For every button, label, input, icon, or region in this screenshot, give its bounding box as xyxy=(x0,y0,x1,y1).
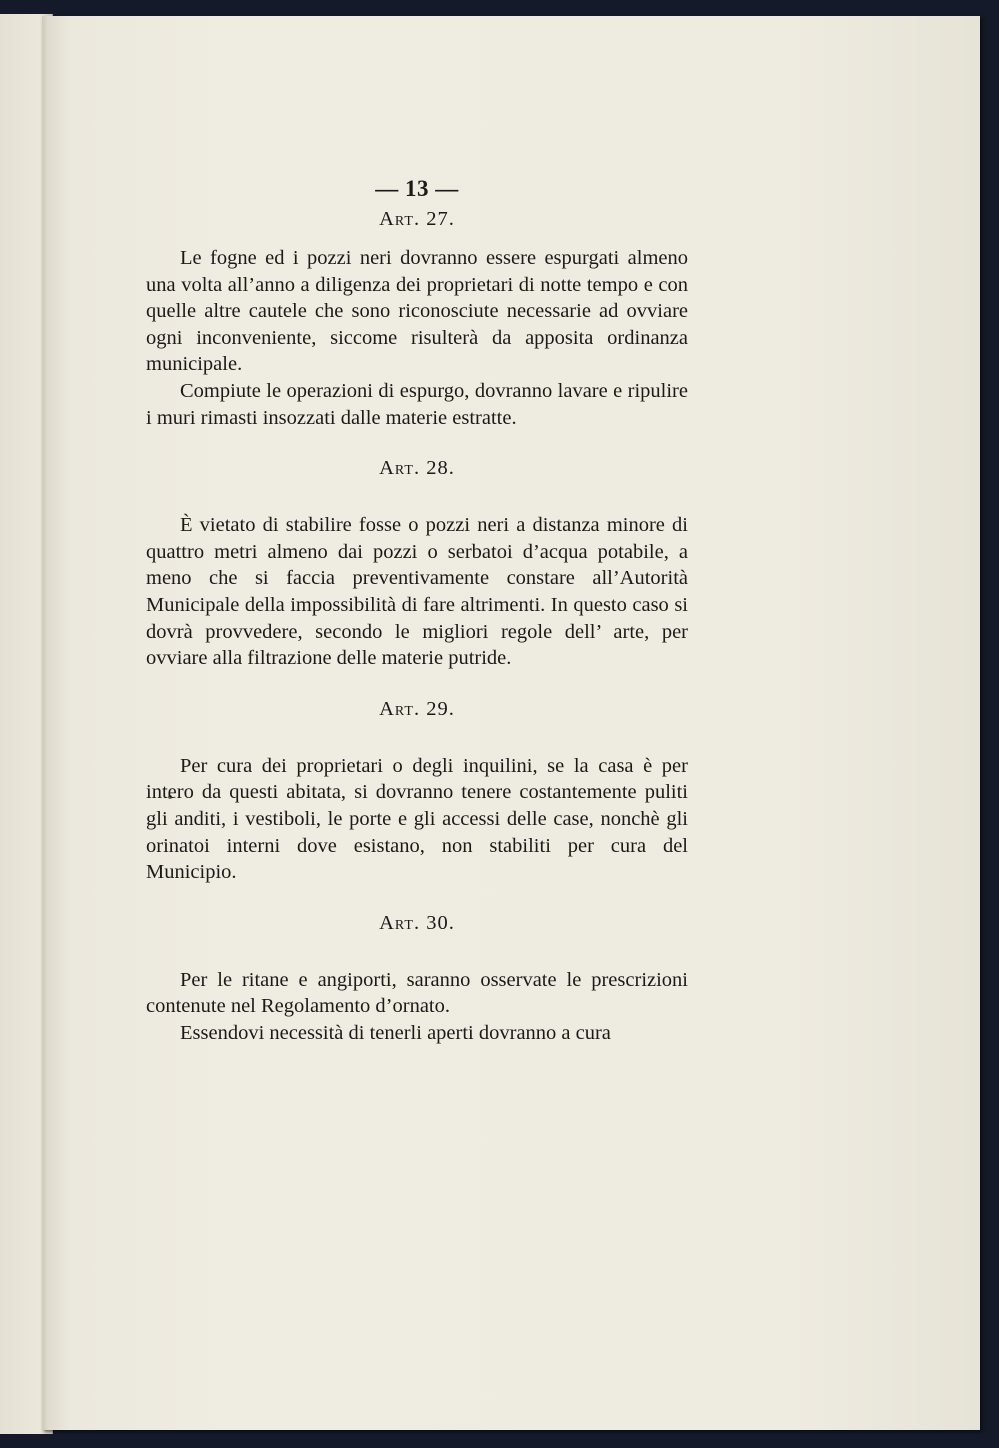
book-page xyxy=(42,16,980,1430)
article-29-heading: Art. 29. xyxy=(379,697,455,720)
article-29-paragraph-1: Per cura dei proprietari o degli inquilini, se la casa è per intero da questi abitata, si dovranno tenere costantemente puliti gli anditi, i vestiboli, le porte e gli accessi delle case, nonchè gli orinatoi interni dove esistano, non stabiliti per cura del Municipio. xyxy=(146,754,688,884)
article-27-paragraph-2: Compiute le operazioni di espurgo, dovranno lavare e ripulire i muri rimasti insozzati dalle materie estratte. xyxy=(146,379,688,429)
article-30-paragraph-2: Essendovi necessità di tenerli aperti dovranno a cura xyxy=(180,1021,611,1044)
article-27-heading: Art. 27. xyxy=(379,208,455,230)
article-30-heading: Art. 30. xyxy=(379,911,455,934)
page-gutter-shadow xyxy=(42,16,48,1430)
article-27-paragraph-1: Le fogne ed i pozzi neri dovranno essere espurgati almeno una volta all’anno a diligenza dei proprietari di notte tempo e con quelle altre cautele che sono riconosciute necessarie ad ovviare ogni inconveniente, siccome risulterà da apposita ordinanza municipale. xyxy=(146,247,688,376)
page-text-block xyxy=(146,176,688,1046)
article-28-paragraph-1: È vietato di stabilire fosse o pozzi neri a distanza minore di quattro metri almeno dai pozzi o serbatoi d’acqua potabile, a meno che si faccia preventivamente constare all’Autorità Municipale della impossibilità di fare altrimenti. In questo caso si dovrà provvedere, secondo le migliori regole dell’ arte, per ovviare alla filtrazione delle materie putride. xyxy=(146,514,688,670)
article-28-heading: Art. 28. xyxy=(379,457,455,480)
page-number: — 13 — xyxy=(375,176,459,201)
article-30-paragraph-1: Per le ritane e angiporti, saranno osservate le prescrizioni contenute nel Regolamento d’ornato. xyxy=(146,968,688,1018)
